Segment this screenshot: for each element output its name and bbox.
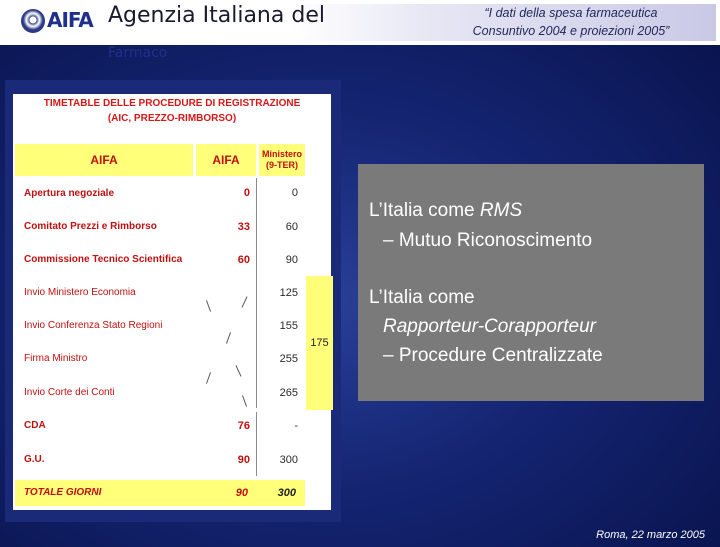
table-title-line1: TIMETABLE DELLE PROCEDURE DI REGISTRAZIONE [43,98,301,109]
row-min-value: 255 [279,353,298,365]
row-min-value: 60 [285,221,298,233]
bullet-rapporteur: L’Italia come [369,287,475,308]
col-header-aifa: AIFA [15,144,193,176]
row-aifa-value: 33 [237,221,250,233]
column-divider [256,178,257,408]
row-label: CDA [24,420,46,431]
table-title-line2: (AIC, PREZZO-RIMBORSO) [107,113,237,124]
agency-name-line2: Farmaco [108,45,168,61]
row-label: Commissione Tecnico Scientifica [24,254,183,265]
aifa-logo: AIFA [47,8,93,32]
footer-date: Roma, 22 marzo 2005 [596,529,705,541]
row-label: Apertura negoziale [24,188,115,199]
emblem-icon [21,9,45,33]
col-header-ministero-l1: Ministero [261,149,302,159]
total-min-value: 300 [277,487,296,499]
row-label: G.U. [24,454,45,465]
row-min-value: 265 [279,387,298,399]
row-aifa-value: 90 [237,454,250,466]
sub-bullet-mutuo: – Mutuo Riconoscimento [383,230,593,251]
row-label: Firma Ministro [24,353,88,364]
row-min-value: - [294,420,298,432]
row-label: Invio Conferenza Stato Regioni [24,320,163,331]
row-label: Invio Corte dei Conti [24,387,115,398]
row-min-value: 90 [285,254,298,266]
total-label: TOTALE GIORNI [24,487,102,498]
row-label: Invio Ministero Economia [24,287,136,298]
agency-name: Agenzia Italiana del [108,3,325,28]
col-header-aifa-2: AIFA [196,144,256,176]
row-aifa-value: 76 [237,420,250,432]
bullet-rms [369,200,522,222]
row-aifa-value: 0 [243,187,250,199]
bullet-rms-em: RMS [479,200,523,221]
presentation-title [430,4,712,40]
row-label: Comitato Prezzi e Rimborso [24,221,157,232]
subtotal-value: 175 [310,337,329,349]
column-divider [256,412,257,476]
bullet-rms-text: L’Italia come [369,200,480,221]
sub-bullet-centralizzate: – Procedure Centralizzate [383,345,603,366]
bullet-rapporteur-em: Rapporteur-Corapporteur [383,316,596,337]
title-line2: Consuntivo 2004 e proiezioni 2005” [472,24,670,38]
table-title [13,96,331,132]
title-line1: “I dati della spesa farmaceutica [484,6,658,20]
row-min-value: 0 [291,187,298,199]
row-min-value: 300 [279,454,298,466]
row-min-value: 155 [279,320,298,332]
col-header-ministero-l2: (9-TER) [266,160,298,170]
row-aifa-value: 60 [237,254,250,266]
row-min-value: 125 [279,287,298,299]
total-aifa-value: 90 [235,487,248,499]
col-header-ministero [259,144,305,176]
